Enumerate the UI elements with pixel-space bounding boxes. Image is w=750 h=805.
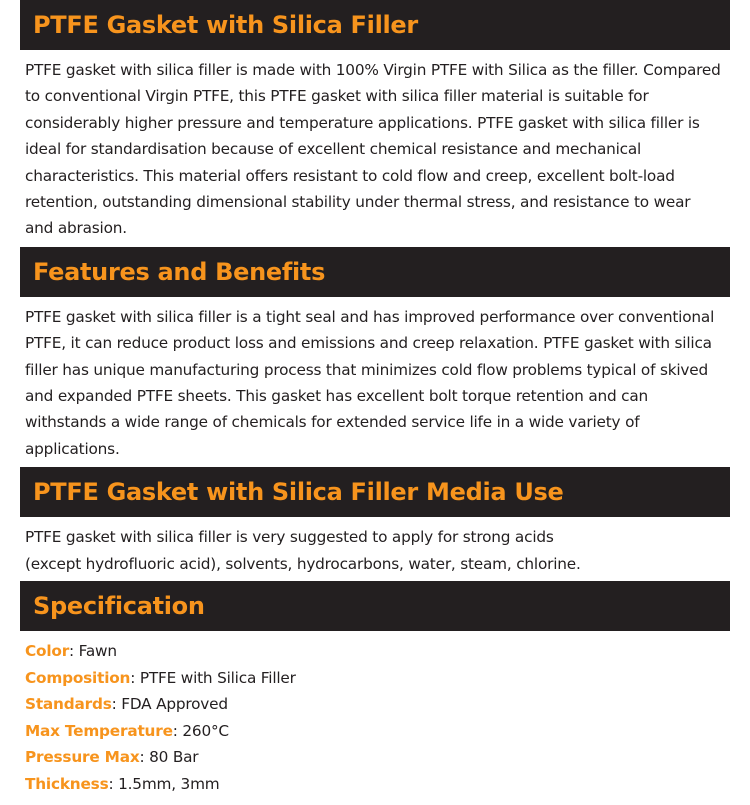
- spec-list: [25, 638, 722, 797]
- spec-value: : FDA Approved: [111, 695, 228, 714]
- spec-key: Thickness: [25, 774, 109, 793]
- spec-value: : 260°C: [172, 721, 229, 740]
- spec-value: : 1.5mm, 3mm: [108, 774, 220, 793]
- spec-row-max-temperature: [25, 718, 722, 745]
- section-body-features: [20, 297, 730, 467]
- section-title-media-use: PTFE Gasket with Silica Filler Media Use: [33, 478, 564, 507]
- spec-row-standards: [25, 691, 722, 718]
- section-body-media-use: [20, 517, 730, 581]
- section-header-features: [20, 247, 730, 297]
- media-use-line-2: (except hydrofluoric acid), solvents, hydrocarbons, water, steam, chlorine.: [25, 554, 581, 573]
- section-body-specification: [20, 631, 730, 797]
- spec-key: Max Temperature: [25, 721, 173, 740]
- spec-value: : Fawn: [69, 642, 117, 661]
- section-body-overview: [20, 50, 730, 247]
- section-header-overview: [20, 0, 730, 50]
- spec-row-pressure-max: [25, 744, 722, 771]
- spec-key: Pressure Max: [25, 748, 140, 767]
- spec-value: : 80 Bar: [139, 748, 199, 767]
- section-title-overview: PTFE Gasket with Silica Filler: [33, 11, 418, 39]
- section-title-specification: Specification: [33, 592, 205, 621]
- spec-key: Composition: [25, 668, 131, 687]
- spec-row-color: [25, 638, 722, 665]
- page: [20, 0, 730, 797]
- spec-key: Standards: [25, 695, 112, 714]
- section-header-media-use: [20, 467, 730, 517]
- spec-value: : PTFE with Silica Filler: [130, 668, 296, 687]
- overview-paragraph: PTFE gasket with silica filler is made with 100% Virgin PTFE with Silica as the filler. Compared to conventional Virgin PTFE, this PTFE gasket with silica filler material is suitable for considerably higher pressure and temperature applications. PTFE gasket with silica filler is ideal for standardisation because of excellent chemical resistance and mechanical characteristics. This material offers resistant to cold flow and creep, excellent bolt-load retention, outstanding dimensional stability under thermal stress, and resistance to wear and abrasion.: [25, 61, 721, 238]
- section-header-specification: [20, 581, 730, 631]
- features-paragraph: PTFE gasket with silica filler is a tight seal and has improved performance over conventional PTFE, it can reduce product loss and emissions and creep relaxation. PTFE gasket with silica filler has unique manufacturing process that minimizes cold flow problems typical of skived and expanded PTFE sheets. This gasket has excellent bolt torque retention and can withstands a wide range of chemicals for extended service life in a wide variety of applications.: [25, 307, 715, 458]
- section-title-features: Features and Benefits: [33, 257, 326, 286]
- spec-row-thickness: [25, 771, 722, 798]
- media-use-line-1: PTFE gasket with silica filler is very suggested to apply for strong acids: [25, 528, 554, 547]
- spec-key: Color: [25, 642, 70, 661]
- spec-row-composition: [25, 665, 722, 692]
